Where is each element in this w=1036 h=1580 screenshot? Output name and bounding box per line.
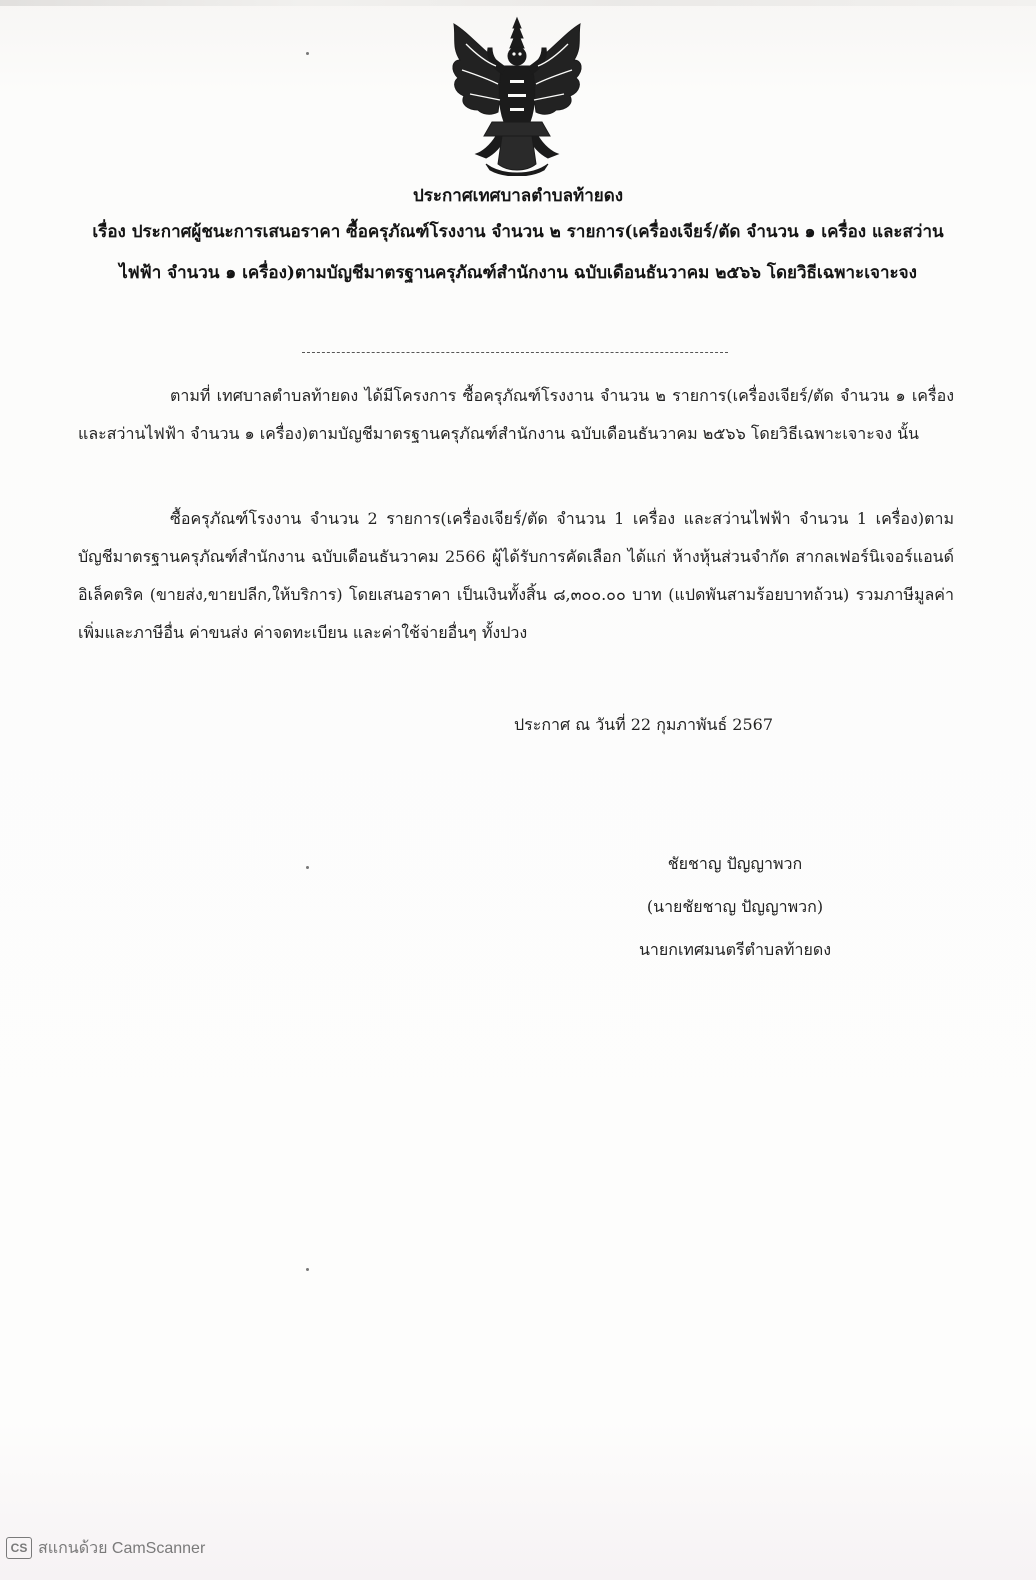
scanner-watermark-text: สแกนด้วย CamScanner [38, 1539, 206, 1557]
garuda-emblem-icon [446, 14, 588, 176]
signature-block [560, 842, 910, 971]
paragraph-2: ซื้อครุภัณฑ์โรงงาน จำนวน 2 รายการ(เครื่องเจียร์/ตัด จำนวน 1 เครื่อง และสว่านไฟฟ้า จำนวน 1 เครื่อง)ตามบัญชีมาตรฐานครุภัณฑ์สำนักงาน ฉบับเดือนธันวาคม 2566 ผู้ได้รับการคัดเลือก ได้แก่ ห้างหุ้นส่วนจำกัด สากลเฟอร์นิเจอร์แอนด์อิเล็คตริค (ขายส่ง,ขายปลีก,ให้บริการ) โดยเสนอราคา เป็นเงินทั้งสิ้น ๘,๓๐๐.๐๐ บาท (แปดพันสามร้อยบาทถ้วน) รวมภาษีมูลค่าเพิ่มและภาษีอื่น ค่าขนส่ง ค่าจดทะเบียน และค่าใช้จ่ายอื่นๆ ทั้งปวง [78, 509, 954, 642]
signed-name: ชัยชาญ ปัญญาพวก [667, 854, 803, 873]
document-title: ประกาศเทศบาลตำบลท้ายดง [412, 186, 624, 206]
scanner-watermark [6, 1536, 205, 1560]
document-subject: เรื่อง ประกาศผู้ชนะการเสนอราคา ซื้อครุภัณฑ์โรงงาน จำนวน ๒ รายการ(เครื่องเจียร์/ตัด จำนวน ๑ เครื่อง และสว่านไฟฟ้า จำนวน ๑ เครื่อง)ตามบัญชีมาตรฐานครุภัณฑ์สำนักงาน ฉบับเดือนธันวาคม ๒๕๖๖ โดยวิธีเฉพาะเจาะจง [92, 222, 944, 283]
scan-speck [306, 1268, 309, 1271]
announcement-date: ประกาศ ณ วันที่ 22 กุมภาพันธ์ 2567 [514, 715, 774, 734]
scan-speck [306, 866, 309, 869]
scan-top-edge [0, 0, 1036, 6]
signer-full-name: (นายชัยชาญ ปัญญาพวก) [646, 897, 824, 916]
camscanner-logo-icon: CS [6, 1537, 32, 1559]
scan-speck [306, 52, 309, 55]
divider-line [302, 352, 728, 353]
signer-position: นายกเทศมนตรีตำบลท้ายดง [638, 940, 832, 959]
paragraph-1: ตามที่ เทศบาลตำบลท้ายดง ได้มีโครงการ ซื้อครุภัณฑ์โรงงาน จำนวน ๒ รายการ(เครื่องเจียร์/ตัด จำนวน ๑ เครื่อง และสว่านไฟฟ้า จำนวน ๑ เครื่อง)ตามบัญชีมาตรฐานครุภัณฑ์สำนักงาน ฉบับเดือนธันวาคม ๒๕๖๖ โดยวิธีเฉพาะเจาะจง นั้น [78, 386, 954, 443]
